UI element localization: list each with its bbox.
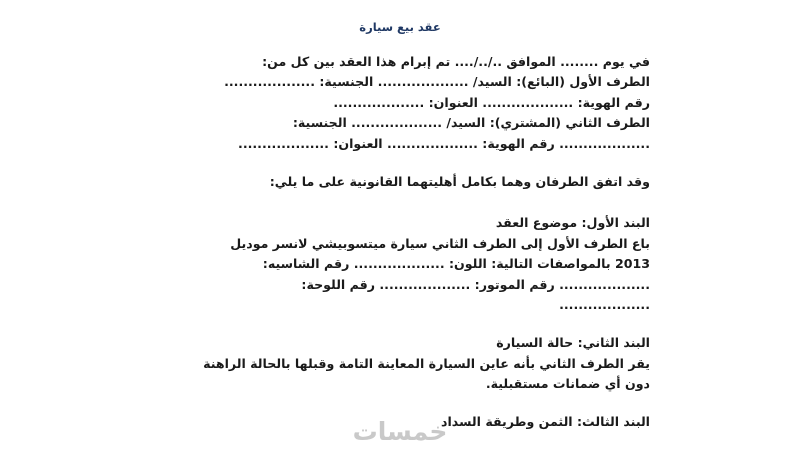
intro-line-5: ................... رقم الهوية: ................... العنوان: ................... xyxy=(238,135,650,151)
clause-two-body xyxy=(150,354,650,395)
clause-two-heading: البند الثاني: حالة السيارة xyxy=(496,335,650,351)
intro-line-3: رقم الهوية: ................... العنوان: ................... xyxy=(333,94,650,110)
clause-two-line-2: دون أي ضمانات مستقبلية. xyxy=(485,376,650,392)
spacer-after-clause-two xyxy=(150,394,650,412)
clause-one-line-2: 2013 بالمواصفات التالية: اللون: ................... رقم الشاسيه: xyxy=(262,256,650,272)
clause-one-line-4: ................... xyxy=(559,296,650,312)
intro-line-2: الطرف الأول (البائع): السيد/ ................... الجنسية: ................... xyxy=(224,74,650,90)
clause-two xyxy=(150,333,650,394)
spacer-after-agreement xyxy=(150,192,650,213)
clause-one-body xyxy=(150,234,650,316)
page-title: عقد بيع سيارة xyxy=(359,20,441,34)
watermark: خمسات xyxy=(352,417,448,446)
intro-line-4: الطرف الثاني (المشتري): السيد/ ................... الجنسية: xyxy=(292,115,650,131)
clause-one-line-3: ................... رقم الموتور: ................... رقم اللوحة: xyxy=(301,276,650,292)
clause-one xyxy=(150,213,650,315)
intro-block xyxy=(150,52,650,154)
spacer-after-intro xyxy=(150,154,650,172)
clause-two-line-1: يقر الطرف الثاني بأنه عاين السيارة المعاينة التامة وقبلها بالحالة الراهنة xyxy=(203,355,650,371)
clause-three-heading: البند الثالث: الثمن وطريقة السداد xyxy=(441,414,650,430)
spacer-after-clause-one xyxy=(150,315,650,333)
clause-one-heading: البند الأول: موضوع العقد xyxy=(495,215,650,231)
clause-one-line-1: باع الطرف الأول إلى الطرف الثاني سيارة ميتسوبيشي لانسر موديل xyxy=(230,235,650,251)
intro-line-1: في يوم ........ الموافق ../../.... تم إبرام هذا العقد بين كل من: xyxy=(262,54,650,69)
agreement-statement: وقد اتفق الطرفان وهما بكامل أهليتهما القانونية على ما يلي: xyxy=(269,173,650,189)
